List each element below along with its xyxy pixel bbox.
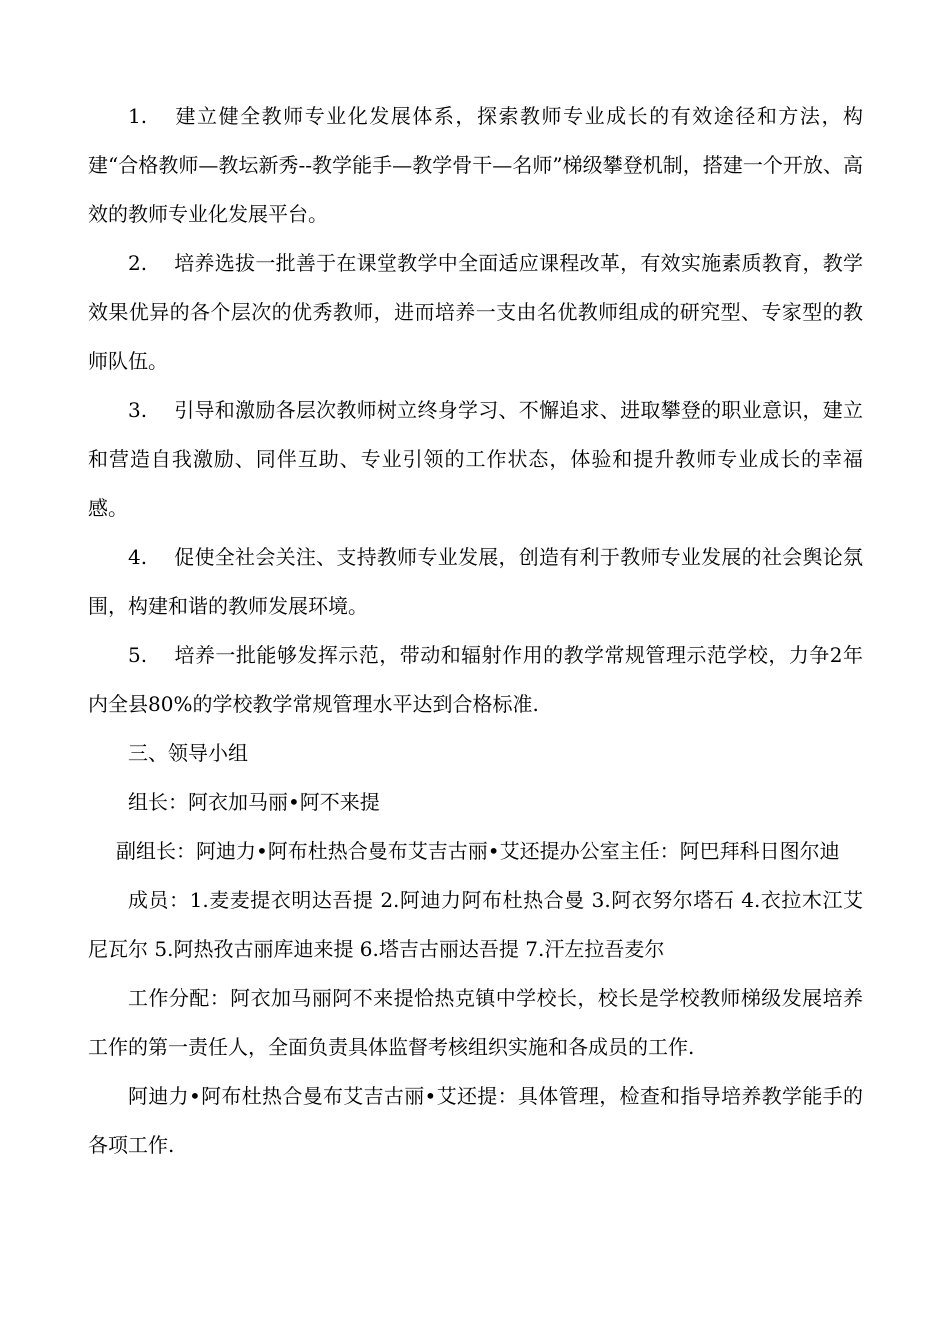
section-heading: 三、领导小组: [128, 741, 248, 765]
goal-number: 2.: [128, 251, 148, 275]
goal-number: 5.: [128, 643, 148, 667]
goal-item-1: [88, 92, 863, 239]
work-division-deputy: 阿迪力•阿布杜热合曼布艾吉古丽•艾还提：具体管理，检查和指导培养教学能手的各项工作.: [88, 1084, 863, 1157]
group-leader: 组长：阿衣加马丽•阿不来提: [128, 790, 380, 814]
goal-item-3: [88, 386, 863, 533]
goal-text: 培养一批能够发挥示范，带动和辐射作用的教学常规管理示范学校，力争2年内全县80%的学校教学常规管理水平达到合格标准.: [88, 643, 863, 716]
goal-text: 引导和激励各层次教师树立终身学习、不懈追求、进取攀登的职业意识，建立和营造自我激励、同伴互助、专业引领的工作状态，体验和提升教师专业成长的幸福感。: [88, 398, 863, 520]
goal-text: 促使全社会关注、支持教师专业发展，创造有利于教师专业发展的社会舆论氛围，构建和谐的教师发展环境。: [88, 545, 863, 618]
goal-number: 4.: [128, 545, 148, 569]
goal-item-5: [88, 631, 863, 729]
group-deputy: 副组长：阿迪力•阿布杜热合曼布艾吉古丽•艾还提办公室主任：阿巴拜科日图尔迪: [116, 839, 840, 863]
work-division-principal: 工作分配：阿衣加马丽阿不来提恰热克镇中学校长，校长是学校教师梯级发展培养工作的第一责任人，全面负责具体监督考核组织实施和各成员的工作.: [88, 986, 863, 1059]
goal-text: 培养选拔一批善于在课堂教学中全面适应课程改革，有效实施素质教育，教学效果优异的各个层次的优秀教师，进而培养一支由名优教师组成的研究型、专家型的教师队伍。: [88, 251, 863, 373]
goal-number: 1.: [128, 104, 148, 128]
goal-item-4: [88, 533, 863, 631]
goal-number: 3.: [128, 398, 148, 422]
goal-item-2: [88, 239, 863, 386]
goal-text: 建立健全教师专业化发展体系，探索教师专业成长的有效途径和方法，构建“合格教师—教坛新秀--教学能手—教学骨干—名师”梯级攀登机制，搭建一个开放、高效的教师专业化发展平台。: [88, 104, 863, 226]
document-body: [88, 92, 863, 1170]
group-members: 成员：1.麦麦提衣明达吾提 2.阿迪力阿布杜热合曼 3.阿衣努尔塔石 4.衣拉木江艾尼瓦尔 5.阿热孜古丽库迪来提 6.塔吉古丽达吾提 7.汗左拉吾麦尔: [88, 888, 863, 961]
